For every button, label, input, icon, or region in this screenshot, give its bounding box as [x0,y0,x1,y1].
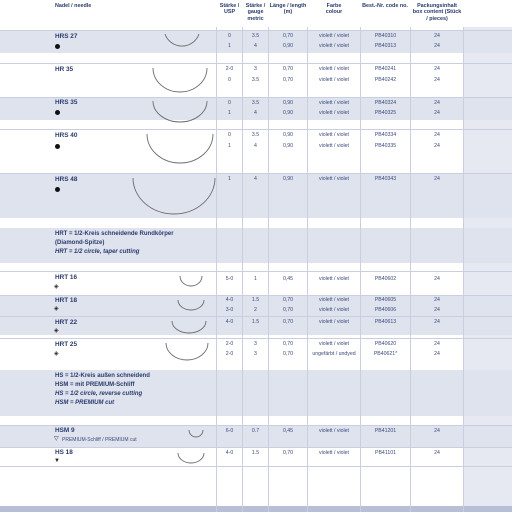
cell-usp: 0 [228,33,231,39]
cell-colour: violett / violet [319,297,349,303]
row-separator [0,425,512,426]
cell-colour: violett / violet [319,428,349,434]
row-separator [0,447,512,448]
cell-metric: 4 [254,110,257,116]
cell-colour: violett / violet [319,450,349,456]
cell-colour: violett / violet [319,100,349,106]
cell-box: 24 [434,33,440,39]
cell-metric: 1 [254,276,257,282]
cell-length: 0,70 [282,297,294,303]
cell-box: 24 [434,110,440,116]
cell-code: PB40325 [374,110,397,116]
section-hs-line4-text: HSM = PREMIUM cut [55,400,115,406]
section-hs-line1: HS = 1/2-Kreis außen schneidend [55,373,150,379]
cell-length: 0,45 [282,276,294,282]
cell-box: 24 [434,450,440,456]
cell-code: PB41101 [375,450,396,456]
cell-code: PB40606 [374,307,397,313]
cell-colour: violett / violet [319,341,349,347]
header-length: Länge / length (m) [269,3,307,16]
header-needle: Nadel / needle [55,3,92,9]
cell-length: 0,70 [282,66,294,72]
cell-length: 0,70 [282,77,294,83]
cell-colour: ungefärbt / undyed [312,351,356,357]
cell-code: PB40241 [374,66,397,72]
cell-usp: 0 [228,100,231,106]
cell-length: 0,45 [282,428,294,434]
taper-cut-icon: ◈ [54,328,59,334]
cell-code: PB40313 [374,43,397,49]
taper-cut-icon: ◈ [54,351,59,357]
cell-usp: 3-0 [225,307,234,313]
round-body-icon [55,44,60,49]
needle-name: HRT 18 [55,297,78,304]
cell-box: 24 [434,66,440,72]
needle-curve-icon [162,30,202,54]
row-separator [0,129,512,130]
needle-curve-icon [144,129,216,165]
needle-name: HRS 48 [55,176,78,183]
cell-box: 24 [434,176,440,182]
cell-box: 24 [434,428,440,434]
row-separator [0,316,512,317]
section-hs-line3 [55,390,142,398]
premium-note: PREMIUM-Schliff / PREMIUM cut [62,437,137,443]
cell-code: PB40621* [373,351,398,357]
cell-box: 24 [434,77,440,83]
cell-colour: violett / violet [319,176,349,182]
needle-curve-icon [150,97,210,123]
needle-curve-icon [178,272,204,288]
section-hrt-line3-text: HRT = 1/2 circle, taper cutting [55,249,140,255]
section-hs-line2: HSM = mit PREMIUM-Schliff [55,382,135,388]
cell-length: 0,70 [282,450,294,456]
cell-box: 24 [434,132,440,138]
cell-length: 0,70 [282,341,294,347]
reverse-cut-outline-icon: ▽ [54,436,59,442]
cell-length: 0,90 [282,132,294,138]
cell-colour: violett / violet [319,110,349,116]
row-separator [0,338,512,339]
header-usp: Stärke / USP [219,3,240,16]
cell-code: PB40343 [374,176,397,182]
cell-usp: 4-0 [225,319,234,325]
needle-name: HRS 40 [55,132,78,139]
cell-metric: 3 [254,66,257,72]
cell-metric: 4 [254,143,257,149]
cell-code: PB40602 [374,276,397,282]
cell-usp: 6-0 [225,428,234,434]
cell-code: PB40334 [374,132,397,138]
cell-length: 0,70 [282,351,294,357]
cell-metric: 2 [254,307,257,313]
header-metric: Stärke / gauge metric [245,3,266,22]
row-separator [0,173,512,174]
cell-colour: violett / violet [319,143,349,149]
cell-colour: violett / violet [319,77,349,83]
round-body-icon [55,187,60,192]
cell-box: 24 [434,319,440,325]
table-header [0,0,512,27]
cell-usp: 1 [228,43,231,49]
needle-name: HRT 25 [55,341,78,348]
cell-code: PB41201 [374,428,397,434]
cell-usp: 1 [228,176,231,182]
cell-box: 24 [434,341,440,347]
cell-usp: 2-0 [225,66,234,72]
cell-metric: 4 [254,43,257,49]
cell-usp: 0 [228,77,231,83]
needle-curve-icon [176,449,206,465]
cell-usp: 0 [228,132,231,138]
cell-length: 0,90 [282,43,294,49]
needle-curve-icon [170,317,208,335]
cell-usp: 5-0 [225,276,234,282]
cell-code: PB40613 [374,319,397,325]
header-code: Best.-Nr. code no. [362,3,408,9]
bottom-bar [0,506,512,512]
reverse-cut-icon: ▼ [54,458,60,464]
section-hrt-line1: HRT = 1/2-Kreis schneidende Rundkörper [55,231,174,237]
needle-name: HRT 16 [55,274,78,281]
cell-usp: 2-0 [225,341,234,347]
cell-code: PB40620 [374,341,397,347]
cell-metric: 3.5 [251,132,260,138]
cell-colour: violett / violet [319,43,349,49]
col-rule [463,0,464,512]
cell-metric: 0.7 [251,428,260,434]
needle-name: HRS 35 [55,99,78,106]
cell-usp: 1 [228,143,231,149]
cell-metric: 3 [254,351,257,357]
cell-box: 24 [434,276,440,282]
needle-curve-icon [130,173,218,217]
cell-colour: violett / violet [319,307,349,313]
cell-length: 0,70 [282,33,294,39]
cell-code: PB40242 [374,77,397,83]
needle-curve-icon [164,339,210,363]
row-separator [0,63,512,64]
cell-usp: 2-0 [225,351,234,357]
cell-usp: 4-0 [225,297,234,303]
cell-colour: violett / violet [319,132,349,138]
cell-box: 24 [434,43,440,49]
row-separator [0,30,512,31]
taper-cut-icon: ◈ [54,284,59,290]
cell-metric: 4 [254,176,257,182]
needle-name: HSM 9 [55,427,75,434]
row-separator [0,97,512,98]
cell-colour: violett / violet [319,66,349,72]
cell-code: PB40335 [374,143,397,149]
needle-name: HS 18 [55,449,73,456]
row-separator [0,271,512,272]
round-body-icon [55,110,60,115]
round-body-icon [55,144,60,149]
cell-length: 0,90 [282,110,294,116]
cell-length: 0,70 [282,307,294,313]
row-separator [0,295,512,296]
cell-metric: 1.5 [251,297,260,303]
cell-code: PB40310 [374,33,397,39]
row-separator [0,466,512,467]
taper-cut-icon: ◈ [54,306,59,312]
cell-metric: 1.5 [251,319,260,325]
header-box: Packungsinhalt box content (Stück / pieces) [412,3,462,22]
cell-length: 0,90 [282,176,294,182]
cell-box: 24 [434,100,440,106]
needle-name: HRS 27 [55,33,78,40]
section-hrt-line2: (Diamond-Spitze) [55,240,105,246]
cell-box: 24 [434,297,440,303]
cell-colour: violett / violet [319,276,349,282]
needle-name: HRT 22 [55,319,78,326]
cell-code: PB40324 [374,100,397,106]
needle-curve-icon [150,64,210,92]
section-hs-line3-text: HS = 1/2 circle, reverse cutting [55,391,143,397]
section-hrt-line3 [55,248,139,256]
cell-metric: 3 [254,341,257,347]
cell-metric: 3.5 [251,33,260,39]
cell-usp: 4-0 [225,450,234,456]
cell-metric: 1.5 [251,450,260,456]
cell-metric: 3.5 [251,77,260,83]
needle-curve-icon [176,296,206,312]
cell-metric: 3.5 [251,100,260,106]
cell-code: PB40605 [374,297,397,303]
needle-curve-icon [187,427,205,439]
cell-box: 24 [434,307,440,313]
cell-length: 0,70 [282,319,294,325]
cell-length: 0,90 [282,143,294,149]
header-colour: Farbe colour [325,3,343,16]
cell-length: 0,90 [282,100,294,106]
section-hs-line4 [55,399,114,407]
cell-box: 24 [434,351,440,357]
cell-box: 24 [434,143,440,149]
cell-colour: violett / violet [319,319,349,325]
cell-colour: violett / violet [319,33,349,39]
cell-usp: 1 [228,110,231,116]
needle-name: HR 35 [55,66,74,73]
